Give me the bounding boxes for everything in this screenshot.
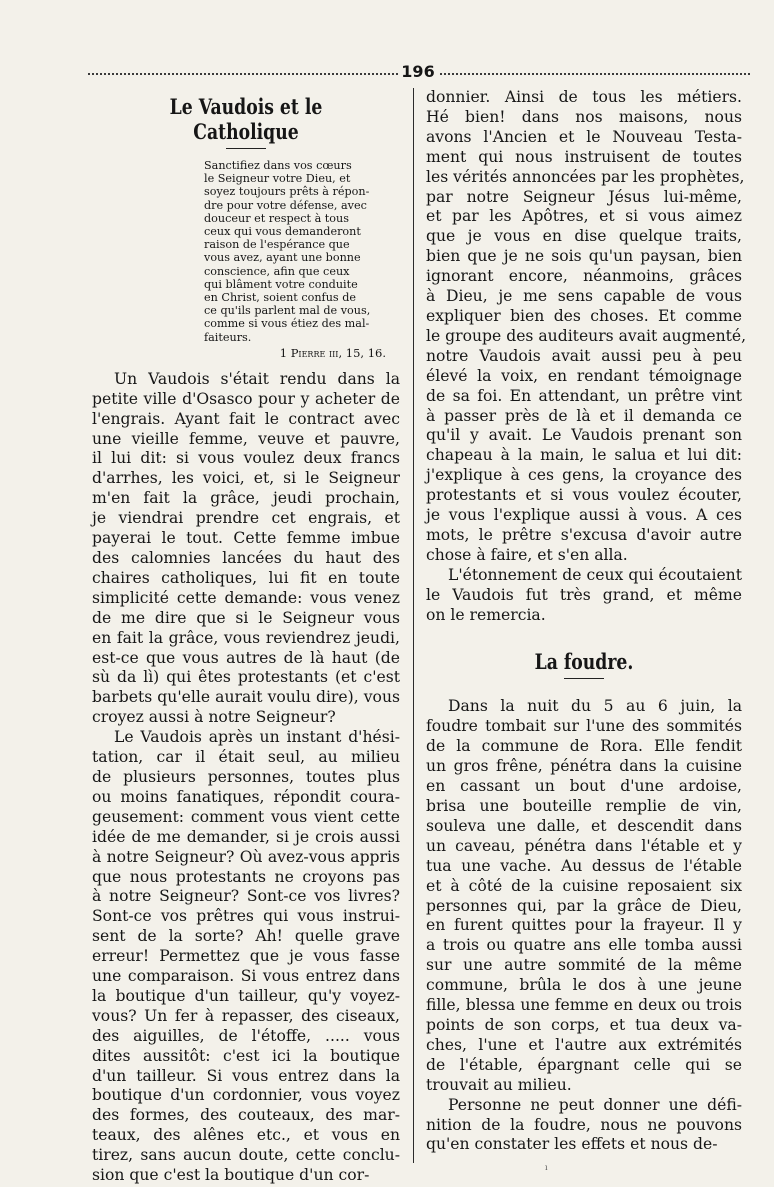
text-line: à passer près de là et il demanda ce xyxy=(426,406,742,425)
text-line: protestants et si vous voulez écouter, xyxy=(426,486,742,505)
text-line: expliquer bien des choses. Et comme xyxy=(426,306,742,325)
text-line: a trois ou quatre ans elle tomba aussi xyxy=(426,936,742,955)
text-line: un gros frêne, pénétra dans la cuisine xyxy=(426,757,742,776)
article-body-left xyxy=(92,370,400,1186)
text-line: Sanctifiez dans vos cœurs xyxy=(204,159,352,172)
text-line: il lui dit: si vous voulez deux francs xyxy=(92,449,400,468)
right-column xyxy=(426,88,747,1155)
text-line: erreur! Permettez que je vous fasse xyxy=(92,947,400,966)
text-line: l'engrais. Ayant fait le contract avec xyxy=(92,409,400,428)
text-line: raison de l'espérance que xyxy=(204,238,350,252)
text-line: un caveau, pénétra dans l'étable et y xyxy=(426,836,742,855)
text-line: d'un tailleur. Si vous entrez dans la xyxy=(92,1066,400,1085)
text-line: donnier. Ainsi de tous les métiers. xyxy=(426,88,742,106)
text-line: de l'étable, épargnant celle qui se xyxy=(426,1055,742,1074)
text-line: Personne ne peut donner une défi- xyxy=(448,1095,742,1114)
text-line: tua une vache. Au dessus de l'étable xyxy=(426,856,742,875)
text-line: trouvait au milieu. xyxy=(426,1075,572,1094)
text-line: soyez toujours prêts à répon- xyxy=(204,185,370,199)
text-line: de plusieurs personnes, toutes plus xyxy=(92,767,400,786)
text-line: croyez aussi à notre Seigneur? xyxy=(92,708,336,727)
text-line: chaires catholiques, lui fit en toute xyxy=(92,568,400,587)
text-line: avons l'Ancien et le Nouveau Testa- xyxy=(426,127,742,146)
text-line: à notre Seigneur? Sont-ce vos livres? xyxy=(92,887,400,906)
text-line: geusement: comment vous vient cette xyxy=(92,807,400,826)
text-line: à Dieu, je me sens capable de vous xyxy=(426,287,742,306)
left-column xyxy=(92,88,400,1186)
text-line: Un Vaudois s'était rendu dans la xyxy=(114,369,400,388)
text-line: vous avez, ayant une bonne xyxy=(204,251,361,265)
text-line: points de son corps, et tua deux va- xyxy=(426,1015,742,1034)
text-line: les vérités annoncées par les prophètes, xyxy=(426,167,745,186)
text-line: ignorant encore, néanmoins, grâces xyxy=(426,267,742,286)
text-line: foudre tombait sur l'une des sommités xyxy=(426,717,742,736)
text-line: en fait la grâce, vous reviendrez jeudi, xyxy=(92,628,400,647)
text-line: commune, brûla le dos à une jeune xyxy=(426,976,742,995)
text-line: le Vaudois fut très grand, et même xyxy=(426,585,742,604)
text-line: une vieille femme, veuve et pauvre, xyxy=(92,429,400,448)
text-line: douceur et respect à tous xyxy=(204,211,349,225)
title-divider xyxy=(226,148,266,149)
text-line: personnes qui, par la grâce de Dieu, xyxy=(426,896,742,915)
text-line: mots, le prêtre s'excusa d'avoir autre xyxy=(426,525,742,544)
text-line: m'en fait la grâce, jeudi prochain, xyxy=(92,489,400,508)
text-line: souleva une dalle, et descendit dans xyxy=(426,816,742,835)
text-line: chapeau à la main, le salua et lui dit: xyxy=(426,446,742,465)
text-line: dites aussitôt: c'est ici la boutique xyxy=(92,1046,400,1065)
text-line: je vous l'explique aussi à vous. A ces xyxy=(426,506,742,525)
text-line: à notre Seigneur? Où avez-vous appris xyxy=(92,847,400,866)
page-number: 196 xyxy=(398,62,438,82)
text-line: en furent quittes pour la frayeur. Il y xyxy=(426,916,742,935)
text-line: payerai le tout. Cette femme imbue xyxy=(92,529,400,548)
text-line: L'étonnement de ceux qui écoutaient xyxy=(448,565,742,584)
text-line: sur une autre sommité de la même xyxy=(426,956,742,975)
text-line: vous? Un fer à repasser, des ciseaux, xyxy=(92,1006,400,1025)
epigraph xyxy=(204,159,400,344)
text-line: je viendrai prendre cet engrais, et xyxy=(92,509,400,528)
article-title-foudre: La foudre. xyxy=(534,649,634,675)
text-line: en cassant un bout d'une ardoise, xyxy=(426,777,742,796)
text-line: Hé bien! dans nos maisons, nous xyxy=(426,107,742,126)
text-line: idée de me demander, si je crois aussi xyxy=(92,827,400,846)
text-line: des calomnies lancées du haut des xyxy=(92,549,400,567)
text-line: des formes, des couteaux, des mar- xyxy=(92,1106,400,1125)
text-line: tation, car il était seul, au milieu xyxy=(92,748,400,767)
text-line: que je vous en dise quelque traits, xyxy=(426,227,742,246)
text-line: ment qui nous instruisent de toutes xyxy=(426,147,742,166)
text-line: Dans la nuit du 5 au 6 juin, la xyxy=(448,697,742,716)
text-line: de sa foi. En attendant, un prêtre vint xyxy=(426,386,742,405)
article-body-foudre xyxy=(426,697,742,1155)
text-line: ches, l'une et l'autre aux extrémités xyxy=(426,1035,742,1054)
text-line: une comparaison. Si vous entrez dans xyxy=(92,967,400,986)
text-line: ceux qui vous demanderont xyxy=(204,225,361,239)
text-line: la boutique d'un tailleur, qu'y voyez- xyxy=(92,986,400,1005)
article-title: Le Vaudois et le Catholique xyxy=(169,94,323,144)
text-line: le groupe des auditeurs avait augmenté, xyxy=(426,326,747,345)
text-line: Sont-ce vos prêtres qui vous instrui- xyxy=(92,907,400,926)
text-line: teaux, des alênes etc., et vous en xyxy=(92,1126,400,1145)
text-line: ou moins fanatiques, répondit coura- xyxy=(92,787,400,806)
text-line: brisa une bouteille remplie de vin, xyxy=(426,797,742,815)
text-line: qui blâment votre conduite xyxy=(204,277,358,291)
text-line: Le Vaudois après un instant d'hési- xyxy=(114,728,400,747)
text-line: faiteurs. xyxy=(204,330,252,344)
text-line: des aiguilles, de l'étoffe, ..... vous xyxy=(92,1026,400,1045)
text-line: conscience, afin que ceux xyxy=(204,264,350,278)
text-line: chose à faire, et s'en alla. xyxy=(426,545,628,564)
text-line: comme si vous étiez des mal- xyxy=(204,317,370,331)
text-line: boutique d'un cordonnier, vous voyez xyxy=(92,1086,400,1105)
text-line: tirez, sans aucun doute, cette conclu- xyxy=(92,1146,400,1165)
text-line: simplicité cette demande: vous venez xyxy=(92,588,400,607)
text-line: qu'il y avait. Le Vaudois prenant son xyxy=(426,426,742,445)
text-line: et par les Apôtres, et si vous aimez xyxy=(426,207,742,226)
article-body-right xyxy=(426,88,747,625)
text-line: et à côté de la cuisine reposaient six xyxy=(426,876,742,895)
text-line: bien que je ne sois qu'un paysan, bien xyxy=(426,247,742,266)
text-line: dre pour votre défense, avec xyxy=(204,198,367,212)
text-line: de la commune de Rora. Elle fendit xyxy=(426,737,742,756)
text-line: qu'en constater les effets et nous de- xyxy=(426,1135,718,1154)
text-line: on le remercia. xyxy=(426,605,546,624)
text-line: nition de la foudre, nous ne pouvons xyxy=(426,1115,742,1134)
text-line: j'explique à ces gens, la croyance des xyxy=(426,466,742,485)
text-line: fille, blessa une femme en deux ou trois xyxy=(426,996,742,1015)
text-line: de me dire que si le Seigneur vous xyxy=(92,608,400,627)
text-line: sù da lì) qui êtes protestants (et c'est xyxy=(92,668,400,687)
text-line: en Christ, soient confus de xyxy=(204,291,356,305)
text-line: élevé la voix, en rendant témoignage xyxy=(426,366,742,385)
epigraph-citation: 1 Pierre iii, 15, 16. xyxy=(279,345,386,360)
text-line: est-ce que vous autres de là haut (de xyxy=(92,648,400,667)
footer-mark: ı xyxy=(545,1163,548,1172)
column-divider xyxy=(413,88,414,1163)
text-line: ce qu'ils parlent mal de vous, xyxy=(204,304,371,318)
title-divider xyxy=(564,678,604,679)
text-line: petite ville d'Osasco pour y acheter de xyxy=(92,389,400,408)
text-line: sion que c'est la boutique d'un cor- xyxy=(92,1166,370,1185)
text-line: barbets qu'elle aurait voulu dire), vous xyxy=(92,688,400,707)
text-line: que nous protestants ne croyons pas xyxy=(92,867,400,886)
text-line: le Seigneur votre Dieu, et xyxy=(204,172,351,186)
text-line: sent de la sorte? Ah! quelle grave xyxy=(92,927,400,946)
text-line: par notre Seigneur Jésus lui-même, xyxy=(426,187,742,206)
text-line: d'arrhes, les voici, et, si le Seigneur xyxy=(92,469,400,488)
text-line: notre Vaudois avait aussi peu à peu xyxy=(426,346,742,365)
